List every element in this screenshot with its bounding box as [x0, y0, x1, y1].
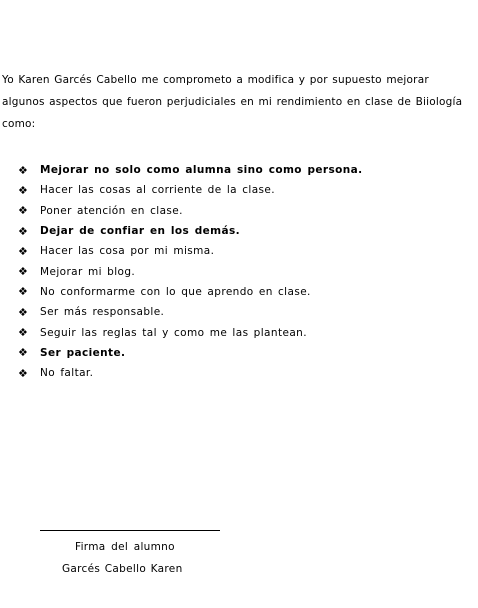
diamond-bullet-icon: ❖	[18, 346, 29, 360]
list-item	[18, 282, 363, 302]
list-item-text: Poner atención en clase.	[40, 204, 183, 217]
list-item	[18, 322, 363, 342]
list-item-text: Ser más responsable.	[40, 306, 165, 319]
list-item-text: Hacer las cosa por mi misma.	[40, 245, 215, 258]
list-item-text: No conformarme con lo que aprendo en clase.	[40, 285, 311, 298]
list-item-text: Mejorar mi blog.	[40, 265, 136, 278]
diamond-bullet-icon: ❖	[18, 285, 29, 299]
list-item	[18, 302, 363, 322]
diamond-bullet-icon: ❖	[18, 305, 29, 319]
list-item-text: Ser paciente.	[40, 346, 126, 359]
list-item	[18, 201, 363, 221]
list-item-text: Hacer las cosas al corriente de la clase.	[40, 184, 276, 197]
list-item-text: Dejar de confiar en los demás.	[40, 225, 241, 238]
diamond-bullet-icon: ❖	[18, 326, 29, 340]
list-item	[18, 221, 363, 241]
diamond-bullet-icon: ❖	[18, 265, 29, 279]
list-item	[18, 261, 363, 281]
list-item	[18, 241, 363, 261]
list-item-text: No faltar.	[40, 367, 94, 380]
signer-name: Garcés Cabello Karen	[62, 563, 183, 575]
signature-label: Firma del alumno	[75, 541, 175, 553]
diamond-bullet-icon: ❖	[18, 163, 29, 177]
list-item-text: Mejorar no solo como alumna sino como persona.	[40, 164, 363, 177]
signature-line	[40, 530, 220, 531]
diamond-bullet-icon: ❖	[18, 183, 29, 197]
list-item	[18, 363, 363, 383]
list-item	[18, 180, 363, 200]
list-item	[18, 343, 363, 363]
list-item	[18, 160, 363, 180]
diamond-bullet-icon: ❖	[18, 366, 29, 380]
commitment-list	[18, 160, 363, 383]
diamond-bullet-icon: ❖	[18, 204, 29, 218]
diamond-bullet-icon: ❖	[18, 224, 29, 238]
diamond-bullet-icon: ❖	[18, 244, 29, 258]
intro-paragraph: Yo Karen Garcés Cabello me comprometo a modifica y por supuesto mejorar algunos aspectos que fueron perjudiciales en mi rendimiento en clase de Biiología como:	[2, 73, 463, 130]
list-item-text: Seguir las reglas tal y como me las plantean.	[40, 326, 307, 339]
